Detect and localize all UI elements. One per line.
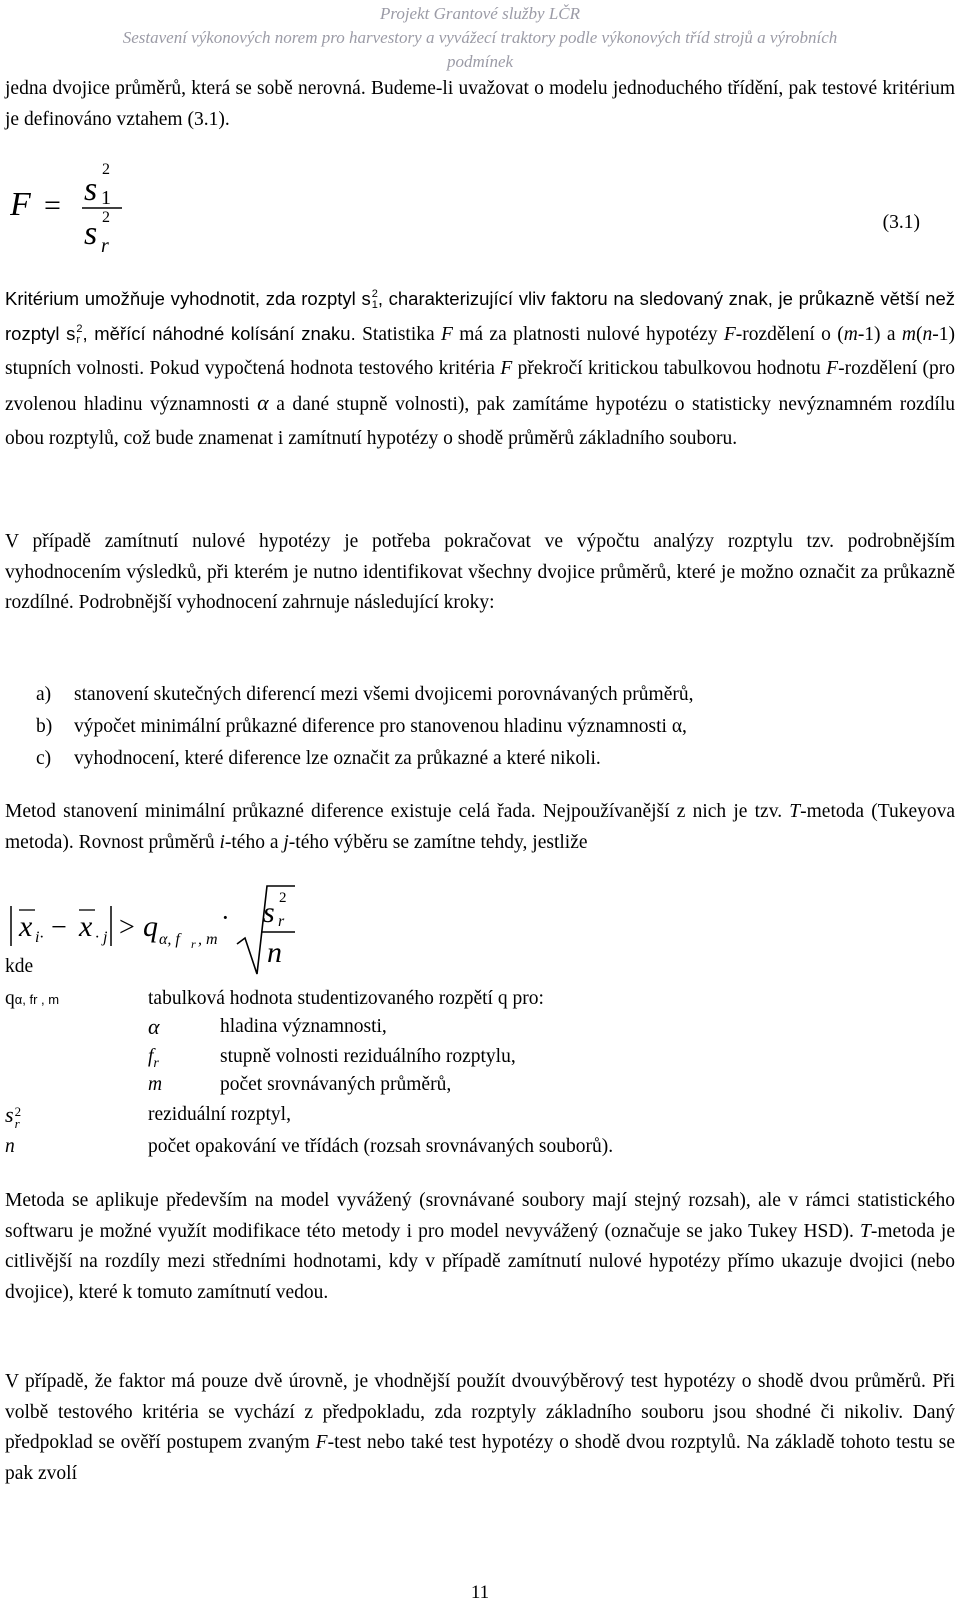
eq1-num-s: s [84,171,98,208]
eq2-q: q [143,910,158,943]
eq2-num-sup: 2 [279,890,287,906]
def-f-text: stupně volnosti reziduálního rozptylu, [220,1046,516,1067]
def-q-symbol: qα, fr , m [5,988,60,1009]
header-title-cont: podmínek [446,52,514,71]
def-n-text: počet opakování ve třídách (rozsah srovnávaných souborů). [148,1136,614,1157]
equation-number: (3.1) [882,212,920,233]
eq2-xi: x [19,910,33,943]
eq2-num-s: s [263,896,275,929]
eq2-den: n [267,936,282,969]
eq2-xi-sub: i· [35,929,44,946]
header-title: Sestavení výkonových norem pro harvestory a vyvážecí traktory podle výkonových tříd strojů a výrobních [122,28,838,47]
f-ratio-formula [10,160,230,260]
def-s-symbol: s 2 r [5,1102,22,1131]
eq1-den-sub: r [101,235,109,257]
eq1-lhs: F [10,186,31,223]
def-alpha-symbol: α [148,1014,160,1039]
equation-tukey [5,882,325,988]
eq2-q-sub: α, f [159,931,180,948]
def-m-symbol: m [148,1074,163,1095]
paragraph-posthoc: V případě zamítnutí nulové hypotézy je potřeba pokračovat ve výpočtu analýzy rozptylu tzv. podrobnějším vyhodnocením výsledků, při kterém je nutno identifikovat všechny dvojice průměrů, které je možno označit za průkazně rozdílné. Podrobnější vyhodnocení zahrnuje následující kroky: [5,531,955,613]
tukey-formula [5,882,325,982]
header-project: Projekt Grantové služby LČR [379,4,581,23]
def-f-symbol: $f_r$ [148,1046,159,1071]
paragraph-criterion: Kritérium umožňuje vyhodnotit, zda rozptyl s 2 1 , charakterizující vliv faktoru na sledovaný znak, je průkazně větší než rozptyl s 2 r , měřící náhodné kolísání znaku. Statistika F má za platnosti nulové hypotézy F-rozdělení o (m-1) a m(n-1) stupních volnosti. Pokud vypočtená hodnota testového kritéria F překročí kritickou tabulkovou hodnotu F-rozdělení (pro zvolenou hladinu významnosti α a dané stupně volnosti), pak zamítáme hypotézu o statisticky nevýznamném rozdílu obou rozptylů, což bude znamenat i zamítnutí hypotézy o shodě průměrů základního souboru. [5,288,956,449]
def-alpha-text: hladina významnosti, [220,1016,387,1037]
kde-label: kde [5,956,34,977]
list-item-b: b) výpočet minimální průkazné diference pro stanovenou hladinu významnosti α, [36,716,687,737]
symbol-s1: s 2 1 [361,288,378,312]
eq2-xj-sub: · j [95,929,108,946]
list-item-a: a) stanovení skutečných diferencí mezi všemi dvojicemi porovnávaných průměrů, [36,684,694,705]
eq2-q-sub-m: , m [198,931,218,948]
alpha-symbol: α [257,390,269,415]
eq2-num-sub: r [278,913,285,930]
eq2-gt: > [119,912,135,943]
eq2-q-sub-r: r [191,937,196,951]
paragraph-method: Metoda se aplikuje především na model vyvážený (srovnávané soubory mají stejný rozsah), ale v rámci statistického softwaru je možné využít modifikace této metody i pro model nevyvážený (označuje se jako Tukey HSD). T-metoda je citlivější na rozdíly mezi středními hodnotami, kdy v případě zamítnutí nulové hypotézy přímo ukazuje dvojici (nebo dvojice), které k tomuto zamítnutí vedou. [5,1190,955,1303]
eq2-xj: x [79,910,93,943]
def-q-text: tabulková hodnota studentizovaného rozpětí q pro: [148,988,544,1009]
paragraph-tukey: Metod stanovení minimální průkazné diference existuje celá řada. Nejpoužívanější z nich je tzv. T-metoda (Tukeyova metoda). Rovnost průměrů i-tého a j-tého výběru se zamítne tehdy, jestliže [5,801,956,853]
list-item-c: c) vyhodnocení, které diference lze označit za průkazné a které nikoli. [36,748,601,769]
eq1-num-sub: 1 [101,187,111,209]
page-number: 11 [470,1582,490,1603]
eq1-eq: = [44,189,61,222]
eq1-den-sup: 2 [102,209,110,226]
paragraph-two-levels: V případě, že faktor má pouze dvě úrovně, je vhodnější použít dvouvýběrový test hypotézy o shodě dvou průměrů. Při volbě testového kritéria se vychází z předpokladu, zda rozptyly základního souboru jsou shodné či nikoliv. Daný předpoklad se ověří postupem zvaným F-test nebo také test hypotézy o shodě dvou rozptylů. Na základě tohoto testu se pak zvolí [5,1371,955,1484]
eq2-dot: · [221,903,230,932]
def-n-symbol: n [5,1136,15,1157]
eq2-minus: − [51,912,67,943]
def-s-text: reziduální rozptyl, [148,1104,291,1125]
symbol-sr: s 2 r [66,323,83,347]
def-m-text: počet srovnávaných průměrů, [220,1074,452,1095]
eq1-num-sup: 2 [102,161,110,178]
paragraph-intro: jedna dvojice průměrů, která se sobě nerovná. Budeme-li uvažovat o modelu jednoduchého třídění, pak testové kritérium je definováno vztahem (3.1). [5,78,955,130]
page-header [0,2,960,74]
eq1-den-s: s [84,215,98,252]
equation-3-1 [10,160,230,266]
